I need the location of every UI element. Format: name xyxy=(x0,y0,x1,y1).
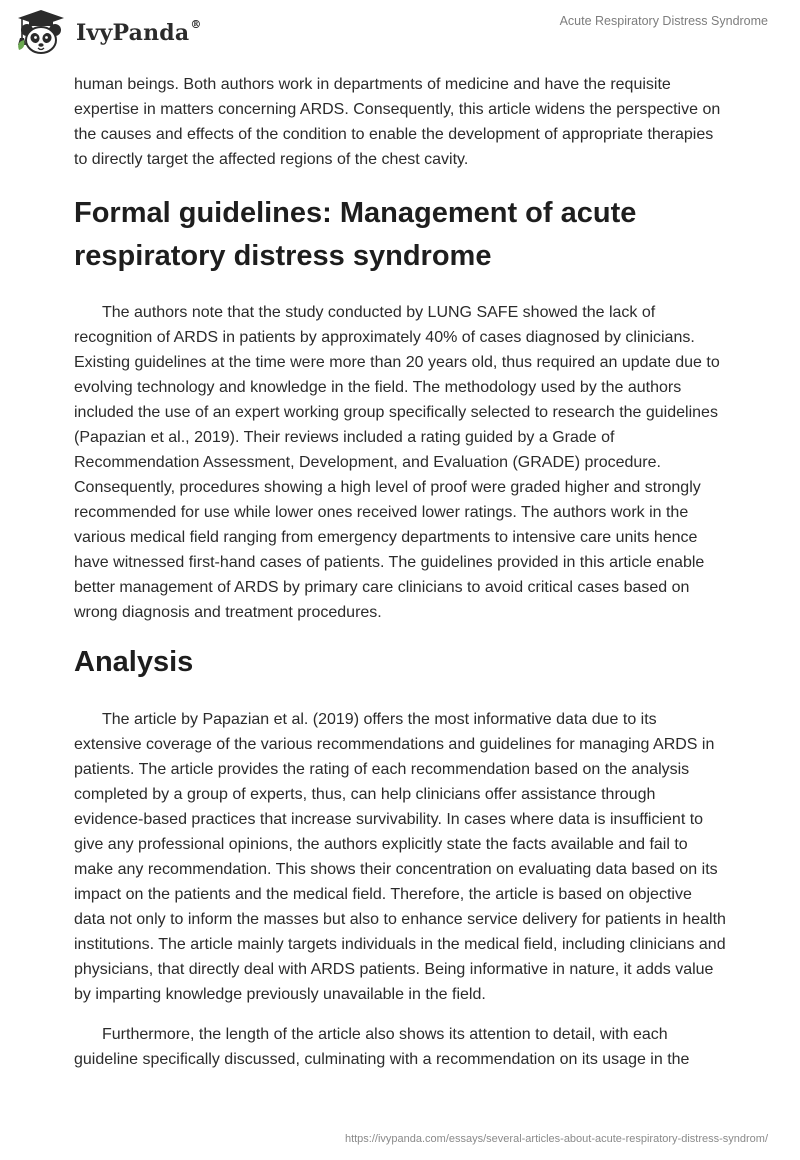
analysis-heading: Analysis xyxy=(74,646,194,678)
formal-guidelines-paragraph: The authors note that the study conducted by LUNG SAFE showed the lack of recognition of ARDS in patients by approximately 40% of cases diagnosed by clinicians. Existing guidelines at the time were more than 20 years old, thus required an update due to evolving technology and knowledge in the field. The methodology used by the authors included the use of an expert working group specifically selected to research the guidelines (Papazian et al., 2019). Their reviews included a rating guided by a Grade of Recommendation Assessment, Development, and Evaluation (GRADE) procedure. Consequently, procedures showing a high level of proof were graded higher and strongly recommended for use while lower ones received lower ratings. The authors work in the various medical field ranging from emergency departments to intensive care units hence have witnessed first-hand cases of patients. The guidelines provided in this article enable better management of ARDS by primary care clinicians to avoid critical cases based on wrong diagnosis and treatment procedures. xyxy=(74,304,720,621)
page-header xyxy=(0,0,800,62)
document-title: Acute Respiratory Distress Syndrome xyxy=(559,14,768,28)
ivypanda-logo[interactable] xyxy=(14,8,202,56)
analysis-paragraph-1: The article by Papazian et al. (2019) offers the most informative data due to its extensive coverage of the various recommendations and guidelines for managing ARDS in patients. The article provides the rating of each recommendation based on the analysis completed by a group of experts, thus, can help clinicians offer assistance through evidence-based practices that increase survivability. In cases where data is insufficient to give any professional opinions, the authors explicitly state the facts available and fail to make any recommendation. This shows their concentration on evaluating data based on its impact on the patients and the medical field. Therefore, the article is based on objective data not only to inform the masses but also to enhance service delivery for patients in health institutions. The article mainly targets individuals in the medical field, including clinicians and physicians, that directly deal with ARDS patients. Being informative in nature, it adds value by imparting knowledge previously unavailable in the field. xyxy=(74,711,726,1003)
source-url[interactable]: https://ivypanda.com/essays/several-articles-about-acute-respiratory-distress-syndrom/ xyxy=(344,1133,768,1145)
brand-name: IvyPanda® xyxy=(76,17,202,46)
panda-graduate-icon xyxy=(14,8,68,56)
intro-paragraph: human beings. Both authors work in departments of medicine and have the requisite expertise in matters concerning ARDS. Consequently, this article widens the perspective on the causes and effects of the condition to enable the development of appropriate therapies to directly target the affected regions of the chest cavity. xyxy=(74,76,721,168)
formal-guidelines-heading: Formal guidelines: Management of acute respiratory distress syndrome xyxy=(74,197,637,272)
article-body xyxy=(74,72,726,1072)
analysis-paragraph-2: Furthermore, the length of the article also shows its attention to detail, with each guideline specifically discussed, culminating with a recommendation on its usage in the xyxy=(74,1026,690,1068)
